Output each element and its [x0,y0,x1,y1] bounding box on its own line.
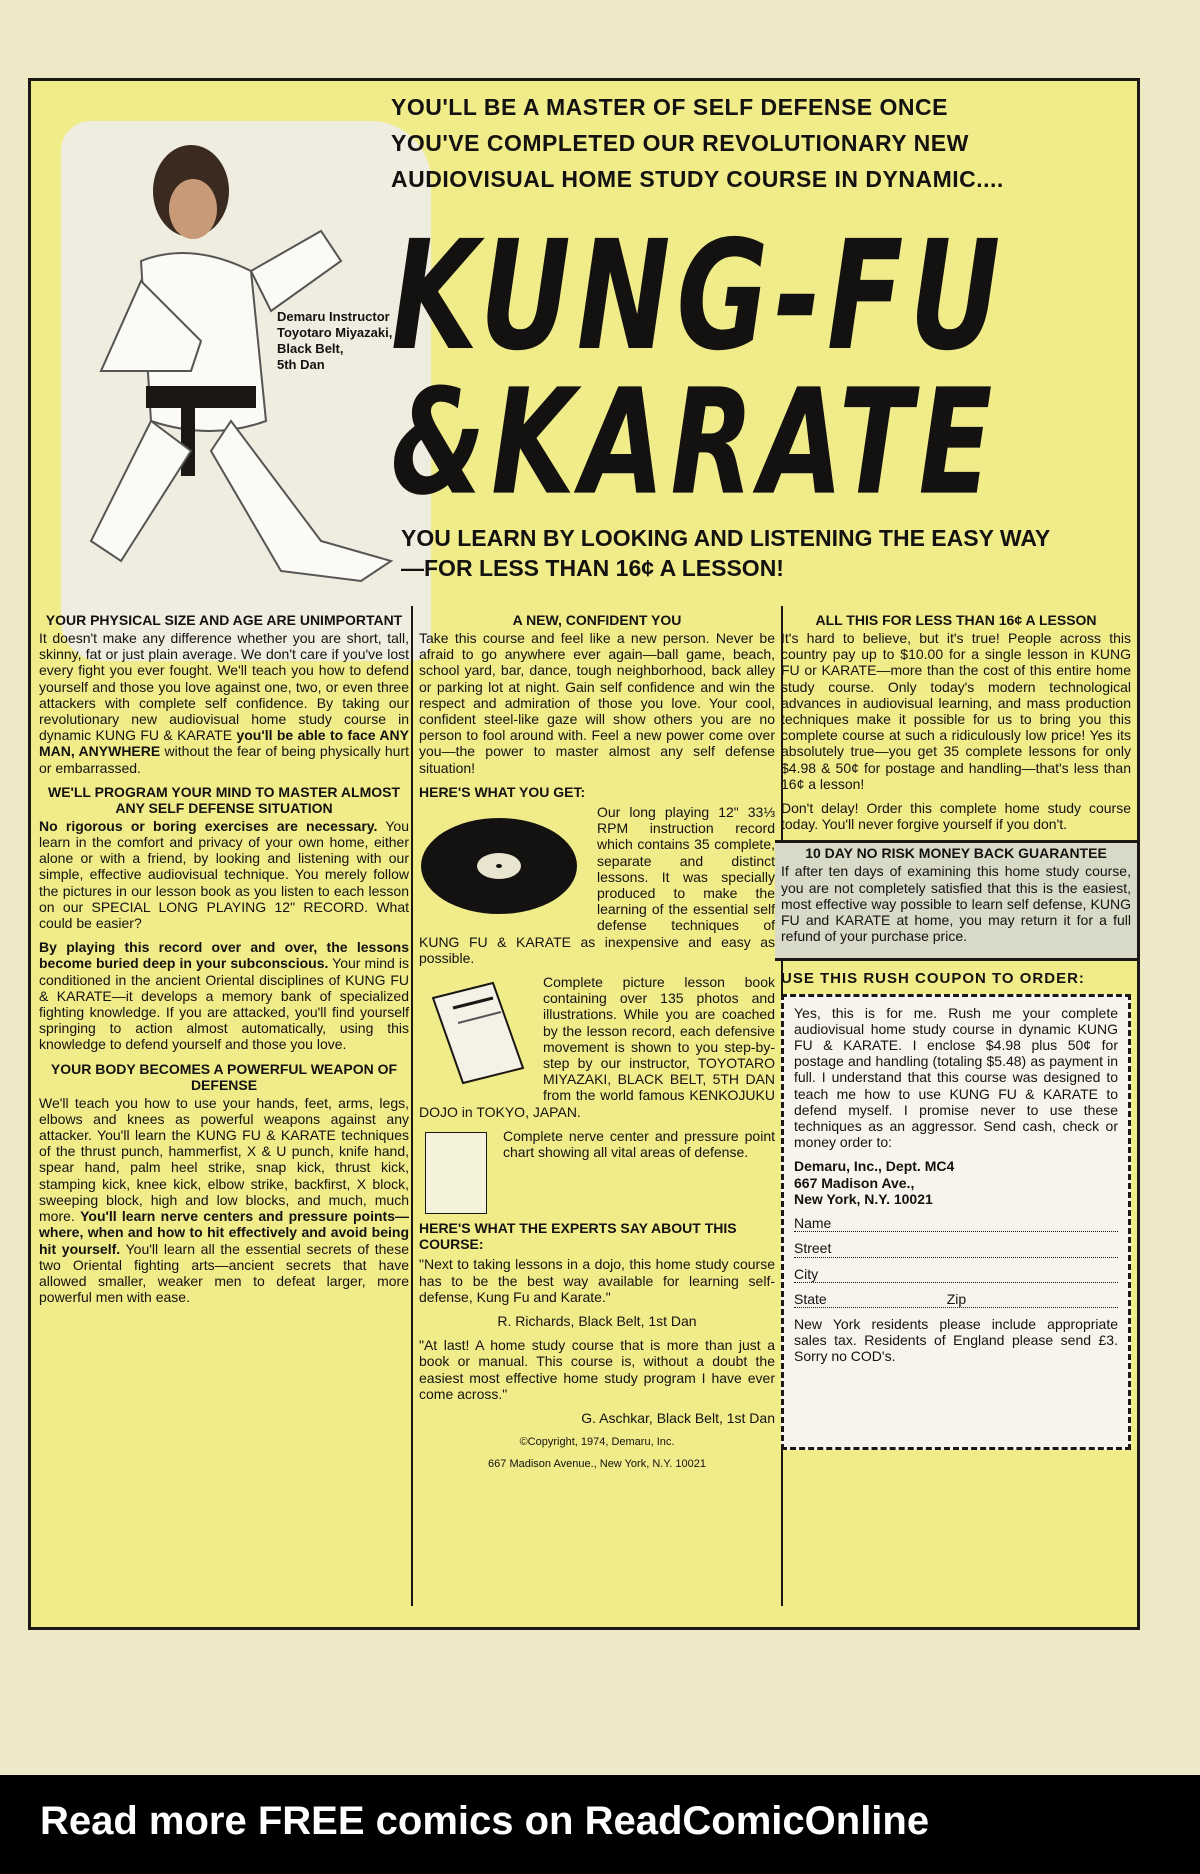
headline-line: YOU'VE COMPLETED OUR REVOLUTIONARY NEW [391,130,969,156]
paragraph: Our long playing 12" 33⅓ RPM instruction record which contains 35 complete, separate and distinct lessons. It was specially produced to make the learning of the essential self defense techniques of KUNG FU & KARATE as inexpensive and easy as possible. [419,804,775,966]
subhead [401,523,1141,583]
paragraph: It's hard to believe, but it's true! People across this country pay up to $10.00 for a single lesson in KUNG FU or KARATE—more than the cost of this entire home study course. Only today's modern technological advances in audiovisual learning, and mass production techniques make it possible for us to bring you this complete course at such a ridiculously low price! Yes its absolutely true—you get 35 complete lessons for only $4.98 & 50¢ for postage and handling—that's less than 16¢ a lesson! [781,630,1131,792]
name-field[interactable] [794,1215,1118,1232]
tax-note: New York residents please include appropriate sales tax. Residents of England please send £3. Sorry no COD's. [794,1315,1118,1365]
headline-line: AUDIOVISUAL HOME STUDY COURSE IN DYNAMIC.... [391,166,1004,192]
text: You'll learn all the essential secrets of these two Oriental fighting arts—ancient secrets that have allowed smaller, weaker men to defeat larger, more powerful men with ease. [39,1240,409,1306]
mailing-address: New York, N.Y. 10021 [794,1190,933,1207]
text: It doesn't make any difference whether you are short, tall, skinny, fat or just plain average. We don't care if you've lost every fight you ever fought. We'll teach you how to defend yourself and those you love against one, two, or even three attackers with complete self confidence. By taking our revolutionary new audiovisual home study course in dynamic KUNG FU & KARATE [39,630,409,744]
headline-line: YOU'LL BE A MASTER OF SELF DEFENSE ONCE [391,94,948,120]
testimonial-author: R. Richards, Black Belt, 1st Dan [497,1312,697,1329]
paragraph: Complete nerve center and pressure point chart showing all vital areas of defense. [503,1127,775,1161]
mailing-address: Demaru, Inc., Dept. MC4 [794,1158,955,1175]
field-label: Street [794,1240,832,1257]
order-coupon[interactable] [781,994,1131,1450]
section-heading: YOUR PHYSICAL SIZE AND AGE ARE UNIMPORTANT [45,612,403,628]
caption-line: Toyotaro Miyazaki, [277,325,393,340]
testimonial: "Next to taking lessons in a dojo, this home study course has to be the best way available for learning self-defense, Kung Fu and Karate." [419,1256,775,1305]
column-right [781,606,1131,1450]
lesson-book-icon [423,978,533,1088]
section-heading: ALL THIS FOR LESS THAN 16¢ A LESSON [815,612,1097,628]
paragraph: Complete picture lesson book containing over 135 photos and illustrations. While you are coached by the lesson record, each defensive movement is shown to you step-by-step by our instructor, TOYOTARO MIYAZAKI, BLACK BELT, 5TH DAN from the world famous KENKOJUKU DOJO in TOKYO, JAPAN. [419,974,775,1120]
instructor-photo [61,121,431,661]
street-field[interactable] [794,1240,1118,1257]
field-label: State [794,1290,827,1307]
guarantee-box [775,840,1137,961]
caption-line: 5th Dan [277,357,325,372]
footer-text: Read more FREE comics on ReadComicOnline [40,1799,930,1843]
state-zip-field[interactable] [794,1291,1118,1308]
caption-line: Demaru Instructor [277,309,390,324]
text: We'll teach you how to use your hands, feet, arms, legs, elbows and knees as powerful weapons against any attacker. You'll learn the KUNG FU & KARATE techniques of the thrust punch, hammerfist, X & U punch, knife hand, spear hand, palm heel strike, snap kick, thrust kick, stamping kick, knee kick, elbow strike, backfirst, X block, sweeping block, high and low blocks, and much, much more. [39,1094,409,1225]
pressure-point-chart-icon [425,1132,487,1214]
subhead-line: —FOR LESS THAN 16¢ A LESSON! [401,555,784,581]
section-heading: WE'LL PROGRAM YOUR MIND TO MASTER ALMOST ANY SELF DEFENSE SITUATION [47,783,401,816]
bold-text: By playing this record over and over, the lessons become buried deep in your subconscious. [39,939,409,972]
paragraph [39,818,409,931]
bold-text: You'll learn nerve centers and pressure points—where, when and how to hit effectively and avoid being hit yourself. [39,1208,409,1257]
column-middle [411,606,783,1606]
caption-line: Black Belt, [277,341,344,356]
copyright: ©Copyright, 1974, Demaru, Inc. [519,1436,675,1449]
section-heading: YOUR BODY BECOMES A POWERFUL WEAPON OF DEFENSE [50,1060,398,1093]
coupon-text: Yes, this is for me. Rush me your complete audiovisual home study course in dynamic KUNG FU & KARATE. I enclose $4.98 plus 50¢ for postage and handling (totaling $5.48) as payment in full. I understand that this course was designed to teach me how to use KUNG FU & KARATE to defend myself. I promise never to use these techniques as an aggressor. Send cash, check or money order to: [794,1004,1118,1151]
field-label: Zip [946,1290,967,1307]
record-icon [419,808,589,918]
footer-banner[interactable] [0,1775,1200,1874]
guarantee-text: If after ten days of examining this home study course, you are not completely satisfied that this is the easiest, most effective way possible to learn self defense, KUNG FU and KARATE at home, you may return it for a full refund of your purchase price. [781,863,1131,945]
title-kung-fu: KUNG-FU [391,209,1007,385]
paragraph [39,939,409,1052]
section-heading: HERE'S WHAT YOU GET: [419,783,586,800]
headline [391,89,1111,197]
mailing-address: 667 Madison Ave., [794,1174,915,1191]
address: 667 Madison Avenue., New York, N.Y. 10021 [488,1458,706,1471]
bold-text: No rigorous or boring exercises are necessary. [39,817,378,834]
subhead-line: YOU LEARN BY LOOKING AND LISTENING THE EASY WAY [401,525,1051,551]
text: Your mind is conditioned in the ancient Oriental disciplines of KUNG FU & KARATE—it develops a memory bank of specialized fighting knowledge. If you are attacked, you'll find yourself springing to action almost automatically, using this knowledge to defend yourself and those you love. [39,955,409,1053]
paragraph: Take this course and feel like a new person. Never be afraid to go anywhere ever again—ball game, beach, school yard, bar, dance, tough neighborhood, back alley or parking lot at night. Gain self confidence and win the respect and admiration of those you love. Your cool, confident steel-like gaze will show others you are no person to fool around with. Feel a new power come over you—the power to master almost any self defense situation! [419,630,775,776]
coupon-title: USE THIS RUSH COUPON TO ORDER: [781,970,1085,988]
section-heading: A NEW, CONFIDENT YOU [512,612,682,628]
bold-text: you'll be able to face ANY MAN, ANYWHERE [39,727,409,760]
title-karate: &KARATE [391,359,999,528]
section-heading: HERE'S WHAT THE EXPERTS SAY ABOUT THIS COURSE: [419,1219,737,1253]
column-left [39,606,409,1313]
text: without the fear of being physically hurt or embarrassed. [39,743,410,776]
paragraph [39,630,409,776]
karate-figure-icon [61,121,431,661]
field-label: Name [794,1215,832,1232]
testimonial: "At last! A home study course that is more than just a book or manual. This course is, without a doubt the easiest most effective home study program I have ever come across." [419,1337,775,1402]
paragraph: Don't delay! Order this complete home study course today. You'll never forgive yourself if you don't. [781,800,1131,833]
testimonial-author: G. Aschkar, Black Belt, 1st Dan [581,1409,775,1426]
ad-panel [28,78,1140,1630]
guarantee-title: 10 DAY NO RISK MONEY BACK GUARANTEE [805,845,1107,862]
field-label: City [794,1265,819,1282]
text: You learn in the comfort and privacy of your own home, either alone or with a friend, by looking and listening with our simple, effective audiovisual technique. You merely follow the pictures in our lesson book as you listen to each lesson on our SPECIAL LONG PLAYING 12" RECORD. What could be easier? [39,817,409,932]
city-field[interactable] [794,1266,1118,1283]
paragraph [39,1095,409,1306]
